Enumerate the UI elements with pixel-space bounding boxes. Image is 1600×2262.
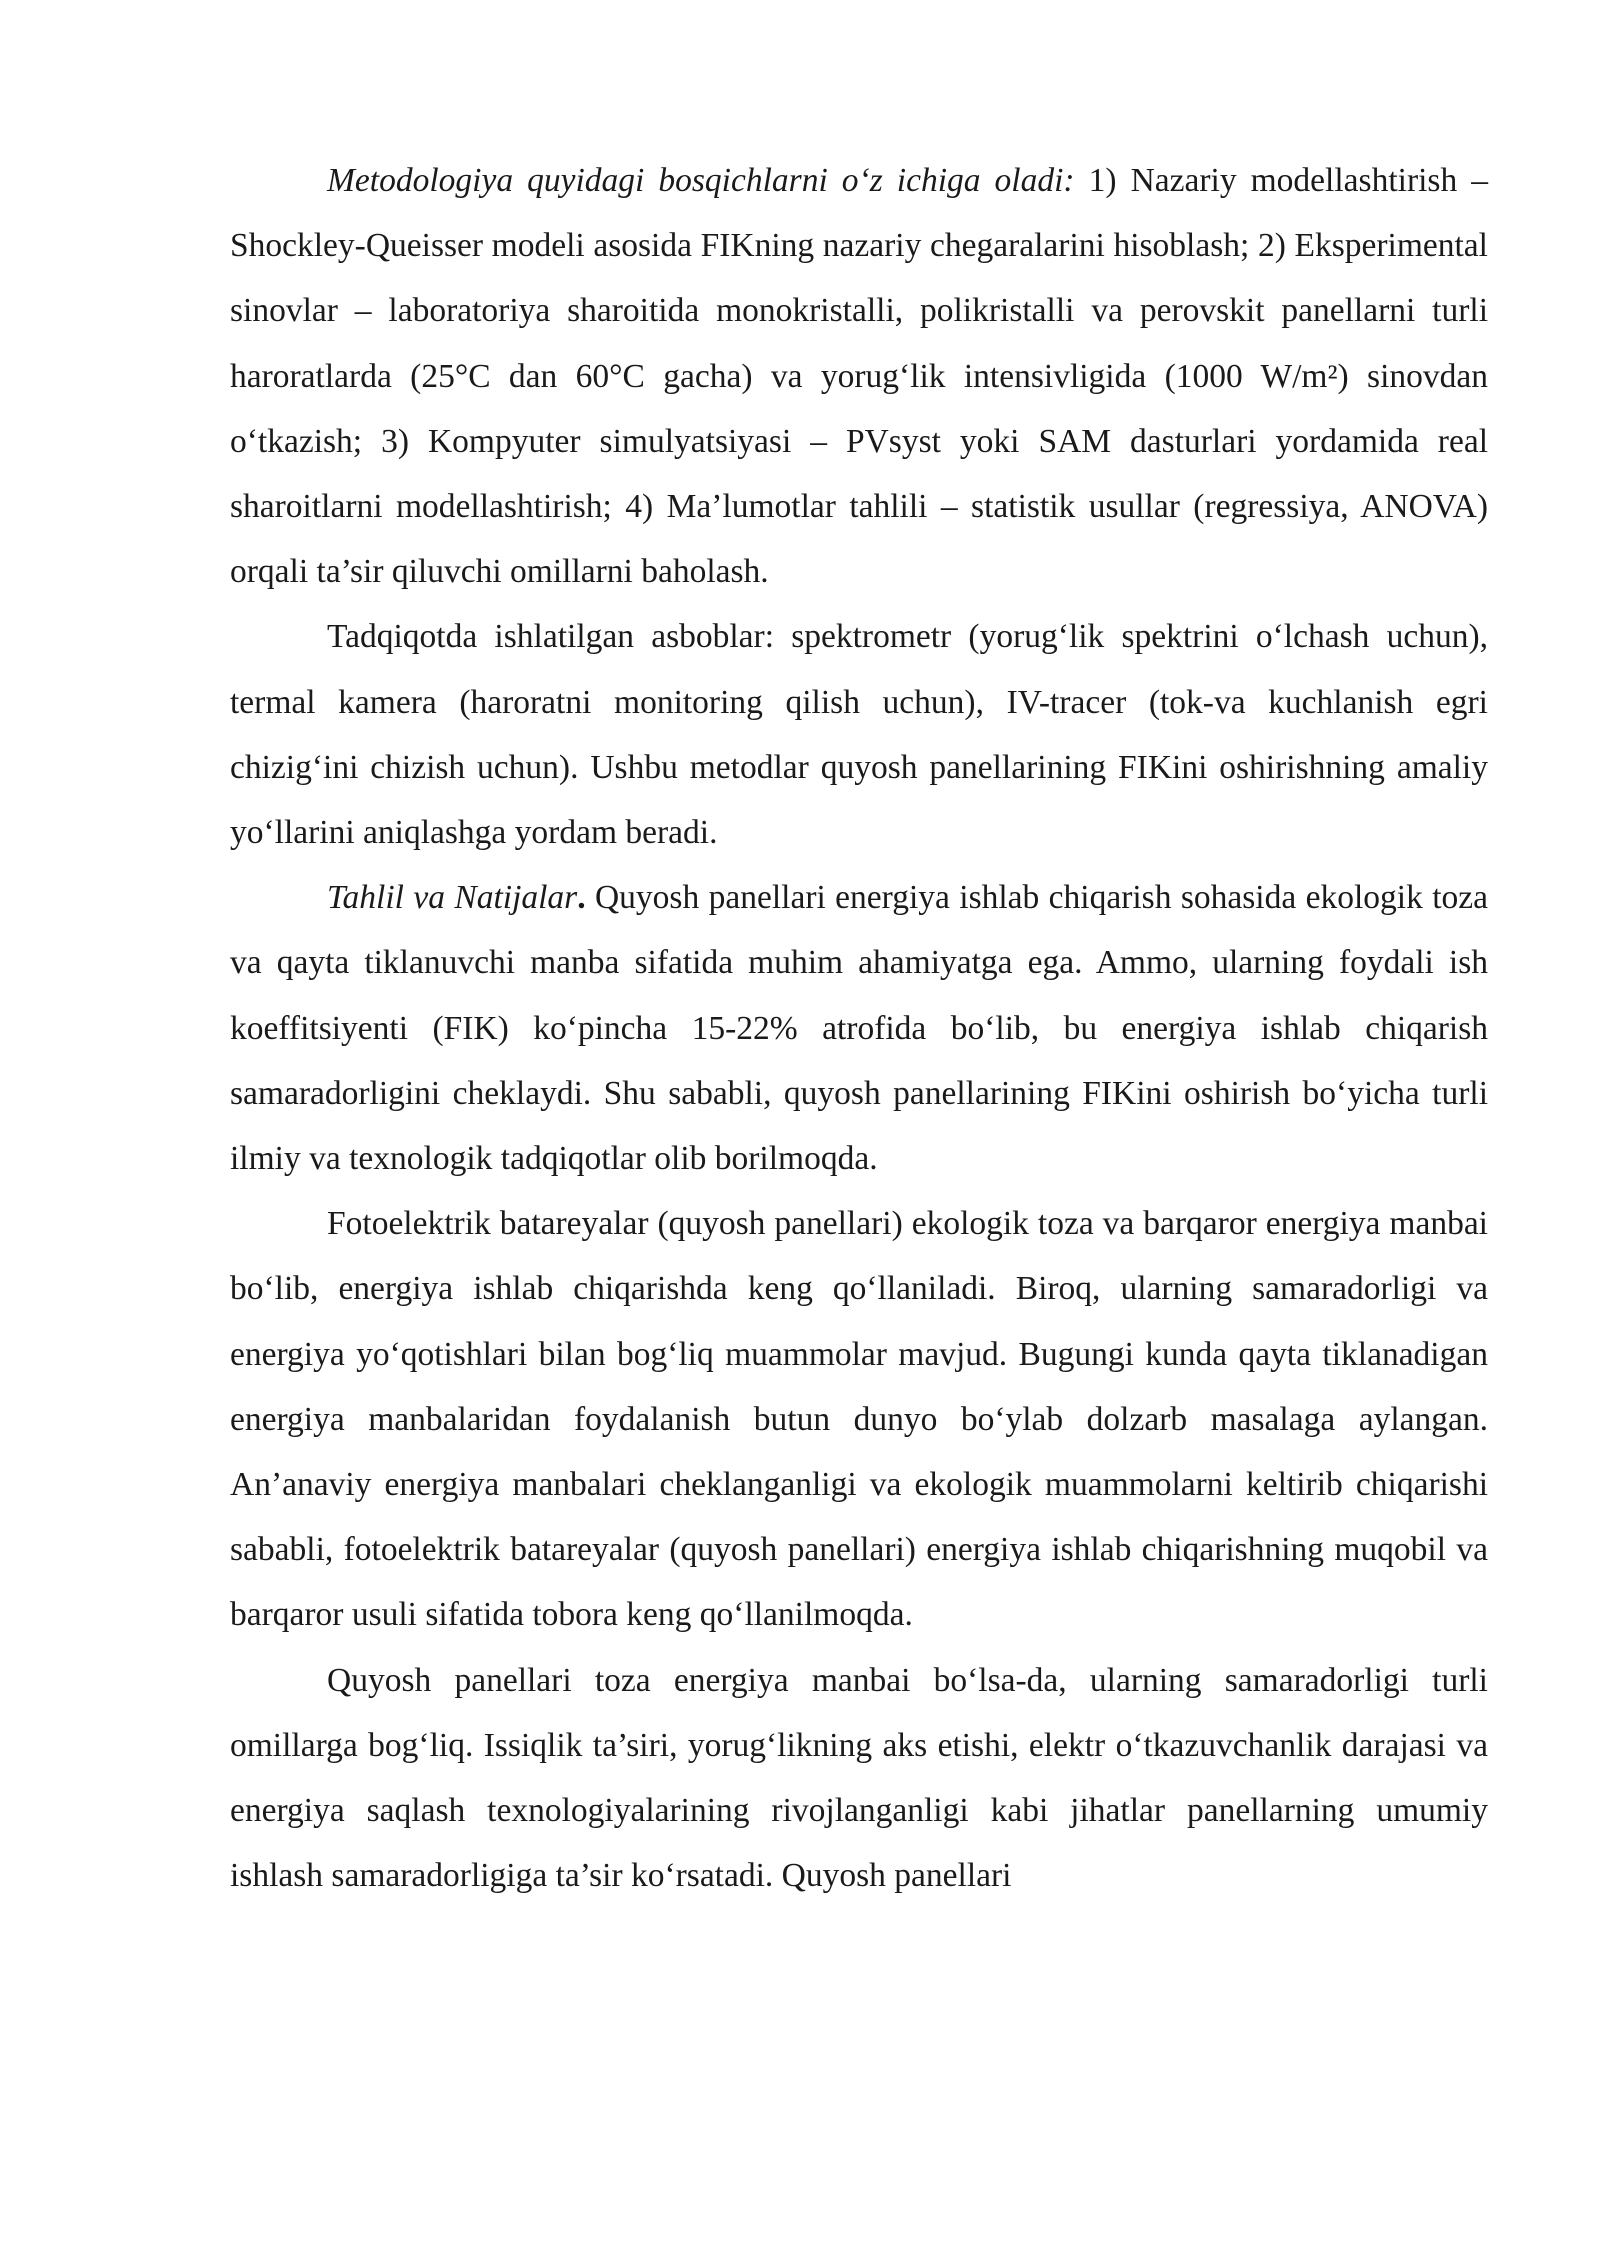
paragraph-methodology xyxy=(230,148,1488,604)
paragraph-analysis-results xyxy=(230,865,1488,1191)
body-text xyxy=(230,148,1488,1908)
analysis-results-text: Quyosh panellari energiya ishlab chiqarish sohasida ekologik toza va qayta tiklanuvchi manba sifatida muhim ahamiyatga ega. Ammo, ularning foydali ish koeffitsiyenti (FIK) ko‘pincha 15-22% atrofida bo‘lib, bu energiya ishlab chiqarish samaradorligini cheklaydi. Shu sababli, quyosh panellarining FIKini oshirish bo‘yicha turli ilmiy va texnologik tadqiqotlar olib borilmoqda. xyxy=(230,879,1489,1178)
analysis-results-heading: Tahlil va Natijalar xyxy=(327,879,578,917)
methodology-heading: Metodologiya quyidagi bosqichlarni o‘z ichiga oladi: xyxy=(327,162,1075,199)
instruments-text: Tadqiqotda ishlatilgan asboblar: spektrometr (yorug‘lik spektrini o‘lchash uchun), termal kamera (haroratni monitoring qilish uchun), IV-tracer (tok-va kuchlanish egri chizig‘ini chizish uchun). Ushbu metodlar quyosh panellarining FIKini oshirishning amaliy yo‘llarini aniqlashga yordam beradi. xyxy=(230,618,1488,852)
paragraph-photovoltaic xyxy=(230,1191,1488,1647)
methodology-text: 1) Nazariy modellashtirish – Shockley-Queisser modeli asosida FIKning nazariy chegaralarini hisoblash; 2) Eksperimental sinovlar – laboratoriya sharoitida monokristalli, polikristalli va perovskit panellarni turli haroratlarda (25°C dan 60°C gacha) va yorug‘lik intensivligida (1000 W/m²) sinovdan o‘tkazish; 3) Kompyuter simulyatsiyasi – PVsyst yoki SAM dasturlari yordamida real sharoitlarni modellashtirish; 4) Ma’lumotlar tahlili – statistik usullar (regressiya, ANOVA) orqali ta’sir qiluvchi omillarni baholash. xyxy=(230,162,1488,591)
analysis-results-heading-dot: . xyxy=(577,879,586,917)
efficiency-factors-text: Quyosh panellari toza energiya manbai bo‘lsa-da, ularning samaradorligi turli omillarga bog‘liq. Issiqlik ta’siri, yorug‘likning aks etishi, elektr o‘tkazuvchanlik darajasi va energiya saqlash texnologiyalarining rivojlanganligi kabi jihatlar panellarning umumiy ishlash samaradorligiga ta’sir ko‘rsatadi. Quyosh panellari xyxy=(230,1661,1488,1895)
photovoltaic-text: Fotoelektrik batareyalar (quyosh panellari) ekologik toza va barqaror energiya manbai bo‘lib, energiya ishlab chiqarishda keng qo‘llaniladi. Biroq, ularning samaradorligi va energiya yo‘qotishlari bilan bog‘liq muammolar mavjud. Bugungi kunda qayta tiklanadigan energiya manbalaridan foydalanish butun dunyo bo‘ylab dolzarb masalaga aylangan. An’anaviy energiya manbalari cheklanganligi va ekologik muammolarni keltirib chiqarishi sababli, fotoelektrik batareyalar (quyosh panellari) energiya ishlab chiqarishning muqobil va barqaror usuli sifatida tobora keng qo‘llanilmoqda. xyxy=(230,1205,1488,1634)
paragraph-efficiency-factors xyxy=(230,1648,1488,1909)
paragraph-instruments xyxy=(230,604,1488,865)
